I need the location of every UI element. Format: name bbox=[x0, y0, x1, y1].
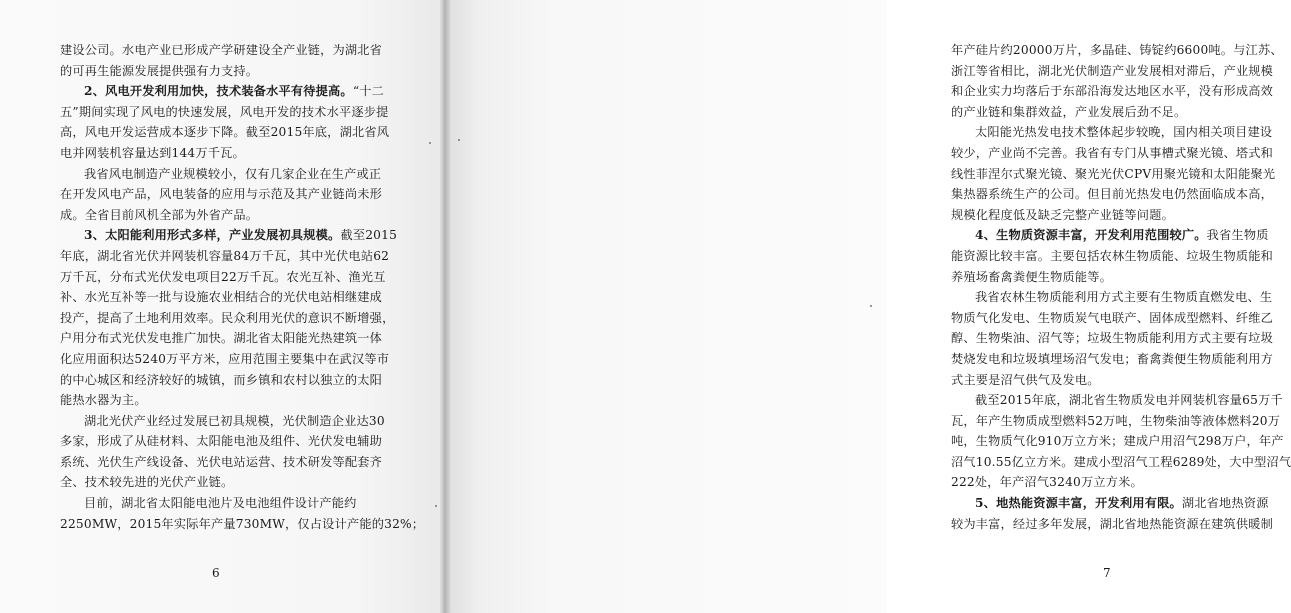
line-text: 全、技术较先进的光伏产业链。 bbox=[60, 475, 234, 490]
text-line bbox=[60, 287, 383, 308]
text-line bbox=[60, 328, 383, 349]
text-line bbox=[60, 225, 398, 246]
text-line bbox=[60, 514, 425, 535]
line-text: 高，风电开发运营成本逐步下降。截至2015年底，湖北省风 bbox=[60, 125, 390, 140]
line-text: 的产业链和集群效益，产业发展后劲不足。 bbox=[951, 104, 1187, 119]
line-text: 太阳能光热发电技术整体起步较晚，国内相关项目建设 bbox=[975, 125, 1273, 140]
text-line bbox=[60, 370, 383, 391]
line-text: 浙江等省相比，湖北光伏制造产业发展相对滞后，产业规模 bbox=[951, 63, 1274, 78]
scan-speck bbox=[458, 139, 460, 141]
section-heading: 2、风电开发利用加快，技术装备水平有待提高。 bbox=[84, 84, 353, 99]
line-text: 目前，湖北省太阳能电池片及电池组件设计产能约 bbox=[84, 496, 357, 511]
text-line bbox=[60, 349, 390, 370]
line-text: 沼气10.55亿立方米。建成小型沼气工程6289处，大中型沼气 bbox=[951, 454, 1291, 469]
text-line bbox=[951, 102, 1269, 123]
text-line bbox=[60, 308, 395, 329]
line-text: 能热水器为主。 bbox=[60, 393, 147, 408]
text-line bbox=[951, 205, 1269, 226]
line-text: 截至2015 bbox=[340, 228, 398, 243]
text-line bbox=[60, 102, 389, 123]
text-line bbox=[60, 267, 386, 288]
line-text: 和企业实力均落后于东部沿海发达地区水平，没有形成高效 bbox=[951, 84, 1274, 99]
scan-speck bbox=[429, 142, 431, 144]
line-text: 吨，生物质气化910万立方米；建成户用沼气298万户，年产 bbox=[951, 434, 1284, 449]
line-text: 瓦，年产生物质成型燃料52万吨，生物柴油等液体燃料20万 bbox=[951, 413, 1281, 428]
page-number-left: 6 bbox=[212, 566, 220, 580]
line-text: 系统、光伏生产线设备、光伏电站运营、技术研发等配套齐 bbox=[60, 454, 383, 469]
text-line bbox=[951, 267, 1269, 288]
line-text: 222处，年产沼气3240万立方米。 bbox=[951, 475, 1143, 490]
text-line bbox=[951, 452, 1291, 473]
text-line bbox=[60, 452, 383, 473]
line-text: 年产硅片约20000万片，多晶硅、铸锭约6600吨。与江苏、 bbox=[951, 43, 1283, 57]
text-line bbox=[951, 225, 1269, 246]
line-text: 成。全省目前风机全部为外省产品。 bbox=[60, 207, 259, 222]
line-text: 万千瓦，分布式光伏发电项目22万千瓦。农光互补、渔光互 bbox=[60, 269, 386, 284]
text-line bbox=[951, 287, 1273, 308]
text-line bbox=[60, 61, 380, 82]
line-text: 投产，提高了土地利用效率。民众利用光伏的意识不断增强， bbox=[60, 310, 395, 325]
line-text: 集热器系统生产的公司。但目前光热发电仍然面临成本高， bbox=[951, 187, 1274, 202]
line-text: “十二 bbox=[352, 84, 385, 99]
line-text: 年底，湖北省光伏并网装机容量84万千瓦，其中光伏电站62 bbox=[60, 248, 390, 263]
scan-speck bbox=[435, 505, 437, 507]
text-line bbox=[60, 246, 390, 267]
left-page bbox=[0, 0, 443, 613]
text-line bbox=[60, 184, 383, 205]
text-line bbox=[951, 328, 1274, 349]
text-line bbox=[951, 349, 1274, 370]
text-line bbox=[951, 411, 1281, 432]
line-text: 能资源比较丰富。主要包括农林生物质能、垃圾生物质能和 bbox=[951, 248, 1274, 263]
line-text: 较为丰富，经过多年发展，湖北省地热能资源在建筑供暖制 bbox=[951, 516, 1274, 531]
text-line bbox=[951, 122, 1273, 143]
text-line bbox=[951, 431, 1284, 452]
text-line bbox=[951, 370, 1269, 391]
line-text: 的中心城区和经济较好的城镇，而乡镇和农村以独立的太阳 bbox=[60, 372, 383, 387]
line-text: 线性菲涅尔式聚光镜、聚光光伏CPV用聚光镜和太阳能聚光 bbox=[951, 166, 1276, 181]
text-line bbox=[951, 40, 1283, 61]
text-line bbox=[60, 143, 380, 164]
line-text: 我省风电制造产业规模较小，仅有几家企业在生产或正 bbox=[84, 166, 382, 181]
text-line bbox=[60, 81, 385, 102]
text-line bbox=[60, 122, 390, 143]
text-line bbox=[951, 143, 1274, 164]
text-line bbox=[951, 164, 1276, 185]
line-text: 我省农林生物质能利用方式主要有生物质直燃发电、生 bbox=[975, 290, 1273, 305]
text-line bbox=[951, 246, 1274, 267]
line-text: 的可再生能源发展提供强有力支持。 bbox=[60, 63, 259, 78]
text-line bbox=[951, 472, 1269, 493]
line-text: 式主要是沼气供气及发电。 bbox=[951, 372, 1100, 387]
line-text: 截至2015年底，湖北省生物质发电并网装机容量65万千 bbox=[975, 393, 1283, 408]
text-line bbox=[951, 184, 1274, 205]
section-heading: 5、地热能资源丰富，开发利用有限。 bbox=[975, 496, 1182, 511]
book-gutter bbox=[440, 0, 450, 613]
text-line bbox=[60, 164, 380, 185]
scan-speck bbox=[870, 305, 872, 307]
line-text: 焚烧发电和垃圾填埋场沼气发电；畜禽粪便生物质能利用方 bbox=[951, 351, 1274, 366]
line-text: 化应用面积达5240万平方米，应用范围主要集中在武汉等市 bbox=[60, 351, 390, 366]
line-text: 物质气化发电、生物质炭气电联产、固体成型燃料、纤维乙 bbox=[951, 310, 1274, 325]
line-text: 五”期间实现了风电的快速发展，风电开发的技术水平逐步提 bbox=[60, 104, 389, 119]
text-line bbox=[951, 61, 1274, 82]
text-line bbox=[60, 40, 383, 61]
line-text: 户用分布式光伏发电推广加快。湖北省太阳能光热建筑一体 bbox=[60, 331, 383, 346]
line-text: 醇、生物柴油、沼气等；垃圾生物质能利用方式主要有垃圾 bbox=[951, 331, 1274, 346]
text-line bbox=[60, 205, 380, 226]
text-line bbox=[60, 472, 380, 493]
left-page-body bbox=[60, 40, 425, 534]
text-line bbox=[951, 81, 1274, 102]
line-text: 湖北省地热资源 bbox=[1181, 496, 1269, 511]
line-text: 电并网装机容量达到144万千瓦。 bbox=[60, 145, 245, 160]
text-line bbox=[60, 431, 383, 452]
text-line bbox=[951, 308, 1274, 329]
section-heading: 4、生物质资源丰富，开发利用范围较广。 bbox=[975, 228, 1207, 243]
right-page bbox=[443, 0, 1291, 613]
line-text: 规模化程度低及缺乏完整产业链等问题。 bbox=[951, 207, 1174, 222]
line-text: 在开发风电产品，风电装备的应用与示范及其产业链尚未形 bbox=[60, 187, 383, 202]
page-number-right: 7 bbox=[1103, 566, 1111, 580]
text-line bbox=[951, 493, 1269, 514]
text-line bbox=[951, 390, 1283, 411]
text-line bbox=[60, 493, 380, 514]
right-page-body bbox=[951, 40, 1291, 534]
line-text: 我省生物质 bbox=[1206, 228, 1269, 243]
line-text: 养殖场畜禽粪便生物质能等。 bbox=[951, 269, 1113, 284]
text-line bbox=[60, 390, 380, 411]
section-heading: 3、太阳能利用形式多样，产业发展初具规模。 bbox=[84, 228, 341, 243]
line-text: 建设公司。水电产业已形成产学研建设全产业链，为湖北省 bbox=[60, 43, 383, 57]
line-text: 湖北光伏产业经过发展已初具规模，光伏制造企业达30 bbox=[84, 413, 385, 428]
line-text: 多家，形成了从硅材料、太阳能电池及组件、光伏发电辅助 bbox=[60, 434, 383, 449]
text-line bbox=[60, 411, 385, 432]
line-text: 较少，产业尚不完善。我省有专门从事槽式聚光镜、塔式和 bbox=[951, 145, 1274, 160]
text-line bbox=[951, 514, 1274, 535]
line-text: 2250MW，2015年实际年产量730MW，仅占设计产能的32%； bbox=[60, 516, 425, 531]
line-text: 补、水光互补等一批与设施农业相结合的光伏电站相继建成 bbox=[60, 290, 383, 305]
